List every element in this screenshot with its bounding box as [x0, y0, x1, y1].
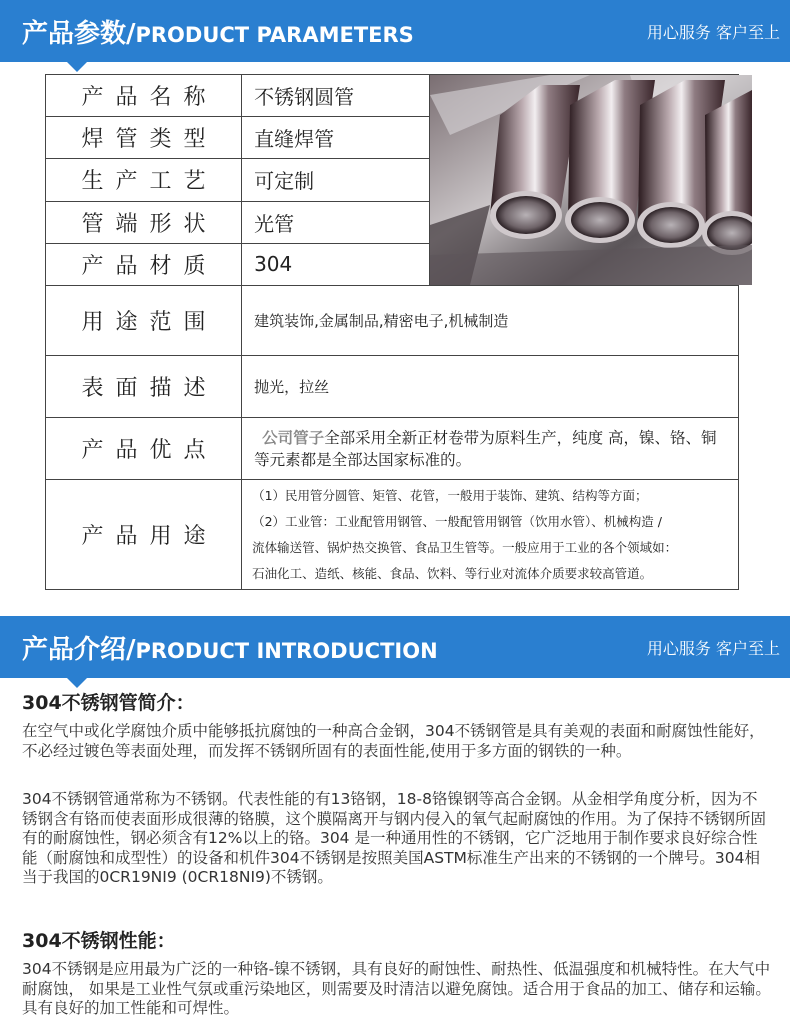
- intro-paragraph-2: [22, 790, 772, 888]
- param-label: 生产工艺: [46, 159, 242, 201]
- section-title-cn: 产品介绍/: [22, 635, 136, 665]
- banner-pointer: [67, 678, 87, 688]
- param-value: [242, 418, 739, 480]
- param-value: 304: [242, 243, 430, 285]
- section-title-en: PRODUCT PARAMETERS: [135, 23, 414, 47]
- section-title-cn: 产品参数/: [22, 19, 136, 49]
- application-line: 石油化工、造纸、核能、食品、饮料、等行业对流体介质要求较高管道。: [252, 565, 653, 581]
- section-title-en: PRODUCT INTRODUCTION: [135, 639, 438, 663]
- section-slogan: 用心服务 客户至上: [646, 639, 780, 658]
- table-row: [46, 356, 739, 418]
- table-row: [46, 418, 739, 480]
- section-slogan: 用心服务 客户至上: [646, 23, 780, 42]
- intro-heading: 304不锈钢性能：: [22, 930, 176, 952]
- section-title: [22, 13, 414, 50]
- table-row: [46, 75, 739, 117]
- param-label: 焊管类型: [46, 117, 242, 159]
- param-value: 抛光，拉丝: [242, 356, 739, 418]
- stainless-pipes-photo: [430, 75, 752, 285]
- param-label: 产品材质: [46, 243, 242, 285]
- param-label: 管端形状: [46, 201, 242, 243]
- param-value: 直缝焊管: [242, 117, 430, 159]
- banner-pointer: [67, 62, 87, 72]
- param-label: 产品用途: [46, 480, 242, 590]
- intro-paragraph: 在空气中或化学腐蚀介质中能够抵抗腐蚀的一种高合金钢，304不锈钢管是具有美观的表面和耐腐蚀性能好，不必经过镀色等表面处理，而发挥不锈钢所固有的表面性能,使用于多方面的钢铁的一种。: [22, 722, 765, 760]
- application-line: 流体输送管、锅炉热交换管、食品卫生管等。一般应用于工业的各个领域如：: [252, 539, 678, 555]
- advantage-text: 全部采用全新正材卷带为原料生产，纯度 高，镍、铬、铜等元素都是全部达国家标准的。: [254, 428, 717, 469]
- param-label: 产品优点: [46, 418, 242, 480]
- intro-heading-1: [22, 688, 772, 715]
- product-photo: [429, 75, 738, 286]
- section-title: [22, 629, 438, 666]
- param-label: 产品名称: [46, 75, 242, 117]
- table-row: [46, 480, 739, 590]
- intro-paragraph-3: [22, 960, 772, 1019]
- application-line: （1）民用管分圆管、矩管、花管，一般用于装饰、建筑、结构等方面；: [252, 487, 648, 503]
- section-banner-introduction: [0, 616, 790, 678]
- intro-paragraph: 304不锈钢是应用最为广泛的一种铬-镍不锈钢，具有良好的耐蚀性、耐热性、低温强度和机械特性。在大气中耐腐蚀， 如果是工业性气氛或重污染地区，则需要及时清洁以避免腐蚀。适合用于食品的加工、储存和运输。 具有良好的加工性能和可焊性。: [22, 960, 771, 1017]
- param-label: 表面描述: [46, 356, 242, 418]
- param-value: 不锈钢圆管: [242, 75, 430, 117]
- param-value: 可定制: [242, 159, 430, 201]
- intro-heading: 304不锈钢管简介：: [22, 692, 195, 714]
- param-label: 用途范围: [46, 286, 242, 356]
- intro-heading-2: [22, 926, 772, 953]
- table-row: [46, 286, 739, 356]
- param-value: 建筑装饰,金属制品,精密电子,机械制造: [242, 286, 739, 356]
- brand-text: 公司管子: [262, 428, 325, 447]
- parameters-table: [45, 74, 739, 590]
- param-value: 光管: [242, 201, 430, 243]
- application-line: （2）工业管：工业配管用钢管、一般配管用钢管（饮用水管）、机械构造 /: [252, 513, 662, 529]
- intro-paragraph-1: [22, 722, 772, 761]
- param-value: [242, 480, 739, 590]
- intro-paragraph: 304不锈钢管通常称为不锈钢。代表性能的有13铬钢，18-8铬镍钢等高合金钢。从金相学角度分析，因为不锈钢含有铬而使表面形成很薄的铬膜，这个膜隔离开与钢内侵入的氧气起耐腐蚀的作用。为了保持不锈钢所固有的耐腐蚀性，钢必须含有12%以上的铬。304 是一种通用性的不锈钢，它广泛地用于制作要求良好综合性能（耐腐蚀和成型性）的设备和机件304不锈钢是按照美国ASTM标准生产出来的不锈钢的一个牌号。304相当于我国的0CR19NI9 (0CR18NI9)不锈钢。: [22, 790, 767, 886]
- section-banner-parameters: [0, 0, 790, 62]
